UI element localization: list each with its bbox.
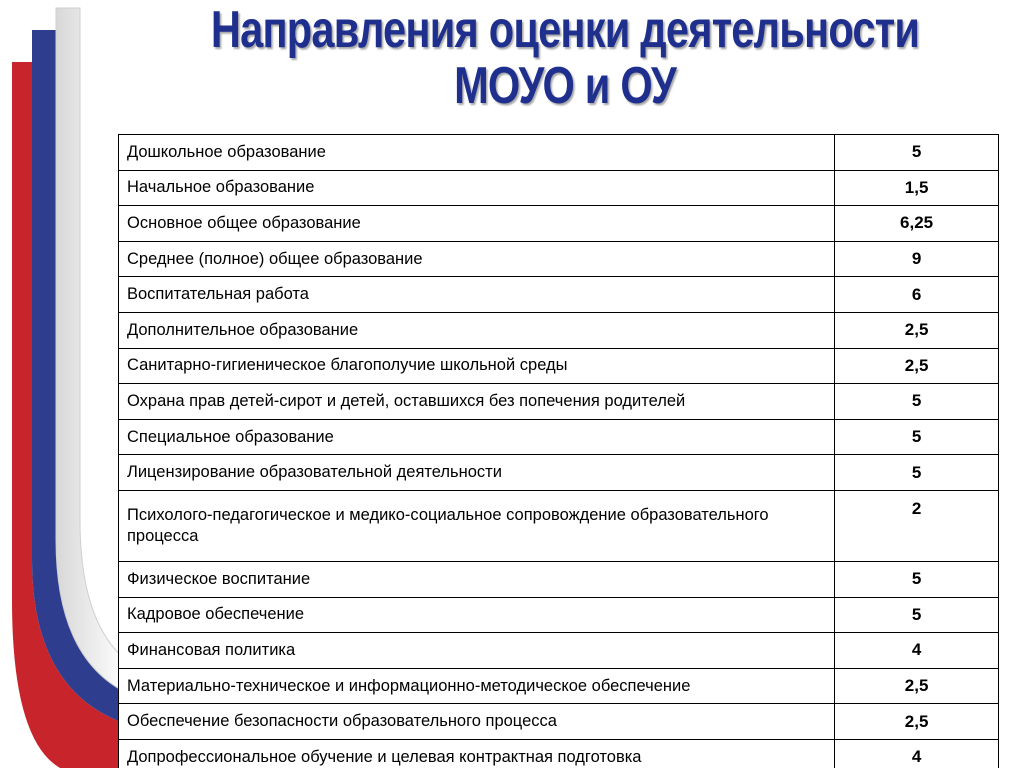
- row-value: 9: [835, 241, 999, 277]
- table-row: [119, 561, 999, 597]
- row-label: Среднее (полное) общее образование: [119, 241, 835, 277]
- row-value: 2,5: [835, 312, 999, 348]
- row-value: 5: [835, 135, 999, 171]
- title-line-2: МОУО и ОУ: [454, 57, 676, 115]
- row-label: Воспитательная работа: [119, 277, 835, 313]
- table-row: [119, 739, 999, 768]
- table-row: [119, 384, 999, 420]
- row-label: Дошкольное образование: [119, 135, 835, 171]
- table-row: [119, 206, 999, 242]
- table-row: [119, 704, 999, 740]
- row-value: 6,25: [835, 206, 999, 242]
- row-label: Охрана прав детей-сирот и детей, оставшихся без попечения родителей: [119, 384, 835, 420]
- table-row: [119, 277, 999, 313]
- row-label: Материально-техническое и информационно-методическое обеспечение: [119, 668, 835, 704]
- row-label: Дополнительное образование: [119, 312, 835, 348]
- table-row: [119, 668, 999, 704]
- table-row: [119, 241, 999, 277]
- table-row: [119, 135, 999, 171]
- row-value: 5: [835, 455, 999, 491]
- table-row: [119, 348, 999, 384]
- row-value: 2,5: [835, 348, 999, 384]
- row-value: 4: [835, 739, 999, 768]
- row-value: 5: [835, 419, 999, 455]
- row-label: Основное общее образование: [119, 206, 835, 242]
- row-value: 2: [835, 490, 999, 561]
- row-value: 4: [835, 633, 999, 669]
- table-row: [119, 419, 999, 455]
- table-row: [119, 597, 999, 633]
- row-label: Начальное образование: [119, 170, 835, 206]
- table-row: [119, 490, 999, 561]
- evaluation-table: [118, 134, 999, 768]
- row-label: Санитарно-гигиеническое благополучие школьной среды: [119, 348, 835, 384]
- row-value: 1,5: [835, 170, 999, 206]
- row-label: Обеспечение безопасности образовательного процесса: [119, 704, 835, 740]
- row-value: 2,5: [835, 668, 999, 704]
- table-row: [119, 312, 999, 348]
- row-label: Лицензирование образовательной деятельности: [119, 455, 835, 491]
- row-value: 5: [835, 384, 999, 420]
- row-label: Допрофессиональное обучение и целевая контрактная подготовка: [119, 739, 835, 768]
- table-row: [119, 633, 999, 669]
- row-value: 6: [835, 277, 999, 313]
- row-label: Кадровое обеспечение: [119, 597, 835, 633]
- slide-title: [201, 2, 929, 114]
- row-label: Психолого-педагогическое и медико-социальное сопровождение образовательного процесса: [119, 490, 835, 561]
- row-label: Физическое воспитание: [119, 561, 835, 597]
- table-row: [119, 170, 999, 206]
- row-value: 2,5: [835, 704, 999, 740]
- row-value: 5: [835, 597, 999, 633]
- title-line-1: Направления оценки деятельности: [210, 1, 920, 59]
- table-row: [119, 455, 999, 491]
- row-value: 5: [835, 561, 999, 597]
- row-label: Финансовая политика: [119, 633, 835, 669]
- row-label: Специальное образование: [119, 419, 835, 455]
